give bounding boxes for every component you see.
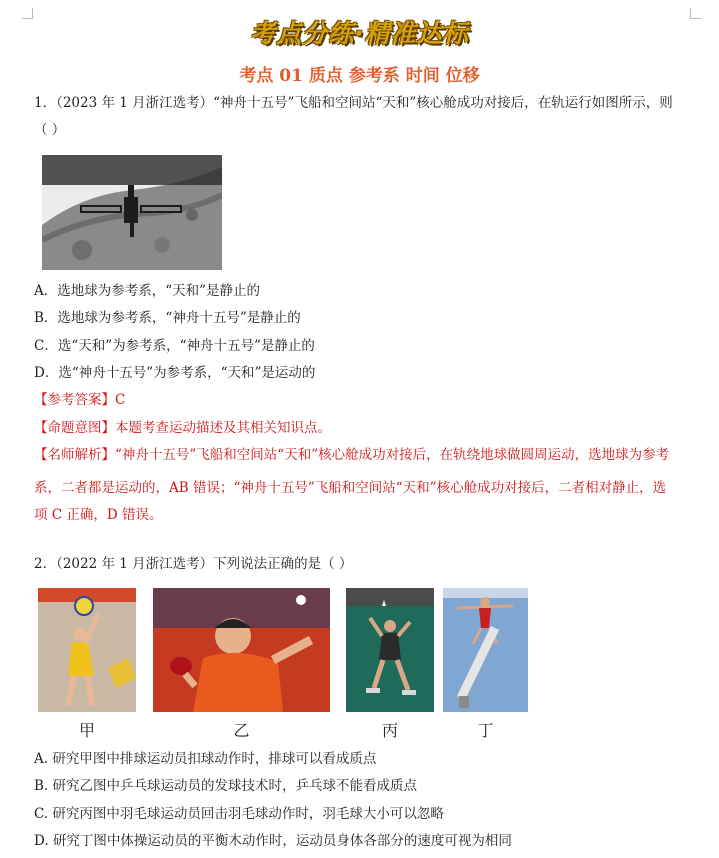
q1-analysis: 【名师解析】“神舟十五号”飞船和空间站“天和”核心舱成功对接后，在轨绕地球做圆周运动，选地球为参考	[34, 447, 670, 463]
q2-option-b: B. 研究乙图中乒乓球运动员的发球技术时，乒乓球不能看成质点	[34, 778, 418, 794]
caption-ding: 丁	[477, 721, 494, 740]
q2-option-a: A. 研究甲图中排球运动员扣球动作时，排球可以看成质点	[34, 751, 377, 767]
q1-option-a: A．选地球为参考系，“天和”是静止的	[34, 283, 261, 299]
caption-jia: 甲	[78, 721, 95, 740]
q2-option-d: D. 研究丁图中体操运动员的平衡木动作时，运动员身体各部分的速度可视为相同	[34, 833, 512, 849]
table-tennis-photo	[153, 588, 330, 712]
section-title: 考点 01 质点 参考系 时间 位移	[239, 66, 480, 86]
q1-stem: 1．（2023 年 1 月浙江选考）“神舟十五号”飞船和空间站“天和”核心舱成功对接后，在轨运行如图所示，则	[34, 95, 673, 111]
q1-option-c: C．选“天和”为参考系，“神舟十五号”是静止的	[34, 338, 315, 354]
balance-beam-photo	[443, 588, 528, 712]
q1-analysis-end: 项 C 正确，D 错误。	[34, 507, 163, 523]
q1-analysis-cont: 系，二者都是运动的，AB 错误；“神舟十五号”飞船和空间站“天和”核心舱成功对接后，二者相对静止，选	[34, 480, 667, 496]
volleyball-photo	[38, 588, 136, 712]
space-station-photo	[42, 155, 222, 270]
q2-option-c: C. 研究丙图中羽毛球运动员回击羽毛球动作时，羽毛球大小可以忽略	[34, 806, 444, 822]
q1-stem-blank: （ ）	[34, 122, 66, 138]
q1-option-d: D．选“神舟十五号”为参考系，“天和”是运动的	[34, 365, 316, 381]
q1-option-b: B．选地球为参考系，“神舟十五号”是静止的	[34, 310, 301, 326]
banner-title: 考点分练·精准达标	[250, 19, 469, 48]
q1-intent: 【命题意图】本题考查运动描述及其相关知识点。	[34, 420, 331, 436]
badminton-photo	[346, 588, 434, 712]
q1-answer: 【参考答案】C	[34, 392, 126, 408]
caption-yi: 乙	[233, 721, 250, 740]
caption-bing: 丙	[381, 721, 398, 740]
q2-stem: 2．（2022 年 1 月浙江选考）下列说法正确的是（ ）	[34, 556, 353, 572]
